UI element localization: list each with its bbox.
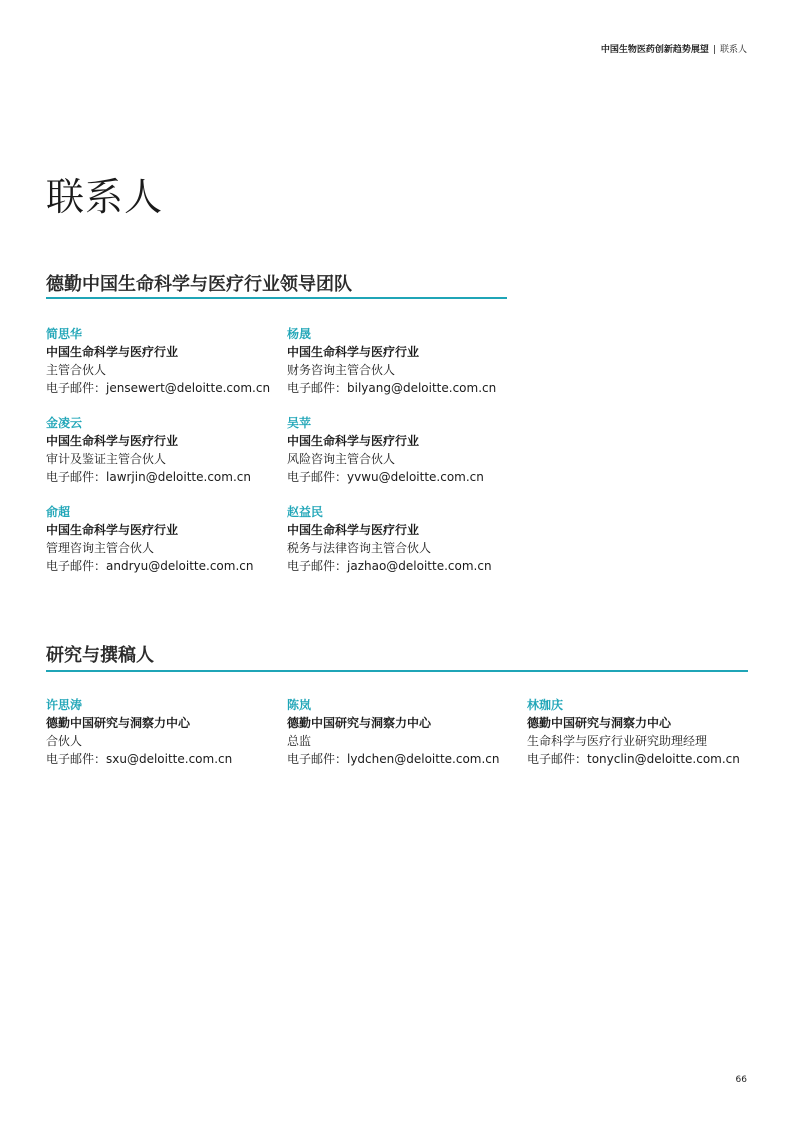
- contact-email[interactable]: 电子邮件：bilyang@deloitte.com.cn: [287, 381, 497, 395]
- section-divider-leadership: [46, 297, 507, 299]
- contact-email[interactable]: 电子邮件：jazhao@deloitte.com.cn: [287, 559, 492, 573]
- section-title-research: 研究与撰稿人: [46, 645, 154, 666]
- header-separator: |: [712, 45, 716, 55]
- report-title: 中国生物医药创新趋势展望: [600, 45, 709, 55]
- contact-email[interactable]: 电子邮件：tonyclin@deloitte.com.cn: [527, 752, 740, 766]
- section-divider-research: [46, 670, 748, 672]
- contact-role: 主管合伙人: [46, 363, 107, 377]
- contact-role: 管理咨询主管合伙人: [46, 541, 155, 555]
- contact-card: [287, 696, 500, 768]
- contact-name: 金凌云: [46, 416, 83, 430]
- running-header: [601, 42, 747, 55]
- contact-role: 税务与法律咨询主管合伙人: [287, 541, 432, 555]
- contact-org: 中国生命科学与医疗行业: [46, 523, 179, 537]
- contact-org: 中国生命科学与医疗行业: [287, 345, 420, 359]
- contact-org: 中国生命科学与医疗行业: [46, 434, 179, 448]
- contact-role: 合伙人: [46, 734, 83, 748]
- contact-email[interactable]: 电子邮件：jensewert@deloitte.com.cn: [46, 381, 271, 395]
- contact-email[interactable]: 电子邮件：sxu@deloitte.com.cn: [46, 752, 233, 766]
- section-title-leadership: 德勤中国生命科学与医疗行业领导团队: [46, 274, 352, 295]
- contact-email[interactable]: 电子邮件：andryu@deloitte.com.cn: [46, 559, 254, 573]
- contact-name: 杨晟: [287, 327, 312, 341]
- page-title: 联系人: [46, 175, 164, 219]
- contact-email[interactable]: 电子邮件：lydchen@deloitte.com.cn: [287, 752, 500, 766]
- contact-role: 审计及鉴证主管合伙人: [46, 452, 167, 466]
- contact-card: [527, 696, 740, 768]
- header-section: 联系人: [719, 45, 747, 55]
- contact-org: 德勤中国研究与洞察力中心: [287, 716, 432, 730]
- contact-card: [287, 414, 484, 486]
- contact-card: [46, 325, 270, 397]
- contact-card: [46, 696, 232, 768]
- contact-card: [46, 414, 251, 486]
- contact-role: 总监: [287, 734, 312, 748]
- contact-org: 德勤中国研究与洞察力中心: [46, 716, 191, 730]
- contact-card: [46, 503, 253, 575]
- contact-org: 中国生命科学与医疗行业: [287, 523, 420, 537]
- contact-card: [287, 325, 496, 397]
- contact-role: 财务咨询主管合伙人: [287, 363, 396, 377]
- contact-name: 俞超: [46, 505, 71, 519]
- contact-name: 林珈庆: [527, 698, 564, 712]
- contact-name: 陈岚: [287, 698, 312, 712]
- contact-card: [287, 503, 492, 575]
- contact-name: 吴苹: [287, 416, 312, 430]
- contact-name: 许思涛: [46, 698, 83, 712]
- contact-org: 中国生命科学与医疗行业: [287, 434, 420, 448]
- contact-org: 中国生命科学与医疗行业: [46, 345, 179, 359]
- contact-org: 德勤中国研究与洞察力中心: [527, 716, 672, 730]
- contact-role: 生命科学与医疗行业研究助理经理: [527, 734, 708, 748]
- contact-email[interactable]: 电子邮件：yvwu@deloitte.com.cn: [287, 470, 484, 484]
- page-number: 66: [735, 1075, 747, 1085]
- contact-role: 风险咨询主管合伙人: [287, 452, 396, 466]
- contact-name: 简思华: [46, 327, 83, 341]
- contact-name: 赵益民: [287, 505, 324, 519]
- contact-email[interactable]: 电子邮件：lawrjin@deloitte.com.cn: [46, 470, 251, 484]
